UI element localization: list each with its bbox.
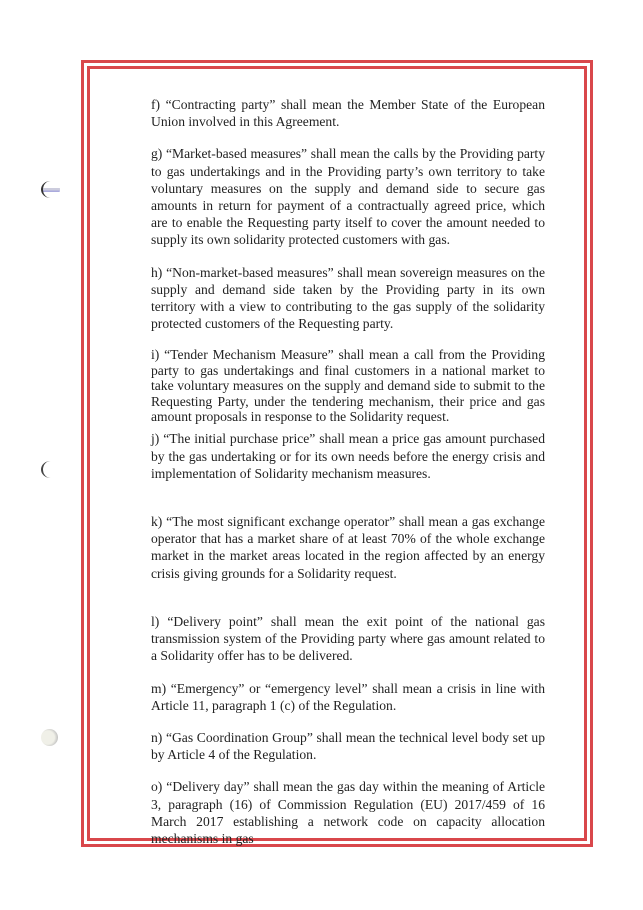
- definition-i: i) “Tender Mechanism Measure” shall mean a call from the Providing party to gas undertakings and final customers in a national market to take voluntary measures on the supply and demand side to submit to the Requesting Party, under the tendering mechanism, their price and gas amount proposals in response to the Solidarity request.: [151, 347, 545, 425]
- definition-h: h) “Non-market-based measures” shall mean sovereign measures on the supply and demand side taken by the Providing party in its own territory with a view to contributing to the gas supply of the solidarity protected customers of the Requesting party.: [151, 264, 545, 332]
- definition-m: m) “Emergency” or “emergency level” shall mean a crisis in line with Article 11, paragraph 1 (c) of the Regulation.: [151, 680, 545, 713]
- definition-o: o) “Delivery day” shall mean the gas day within the meaning of Article 3, paragraph (16) of Commission Regulation (EU) 2017/459 of 16 March 2017 establishing a network code on capacity allocation mechanisms in gas: [151, 779, 545, 846]
- punch-hole-middle: [41, 461, 60, 478]
- punch-hole-top: [41, 181, 60, 198]
- definition-n: n) “Gas Coordination Group” shall mean the technical level body set up by Article 4 of the Regulation.: [151, 729, 545, 763]
- definition-l: l) “Delivery point” shall mean the exit point of the national gas transmission system of the Providing party where gas amount related to a Solidarity offer has to be delivered.: [151, 613, 545, 664]
- definition-k: k) “The most significant exchange operator” shall mean a gas exchange operator that has a market share of at least 70% of the whole exchange market in the market areas located in the region affected by an energy crisis giving grounds for a Solidarity request.: [151, 514, 545, 581]
- definition-j: j) “The initial purchase price” shall mean a price gas amount purchased by the gas undertaking or for its own needs before the energy crisis and implementation of Solidarity mechanism measures.: [151, 431, 545, 481]
- punch-hole-bottom: [41, 729, 58, 746]
- definition-f: f) “Contracting party” shall mean the Member State of the European Union involved in this Agreement.: [151, 97, 545, 130]
- document-body: [151, 96, 545, 857]
- definition-g: g) “Market-based measures” shall mean the calls by the Providing party to gas undertakings and in the Providing party’s own territory to take voluntary measures on the supply and demand side to secure gas amounts in return for payment of a contractually agreed price, which are to enable the Requesting party itself to cover the amount needed to supply its own solidarity protected customers with gas.: [151, 146, 545, 248]
